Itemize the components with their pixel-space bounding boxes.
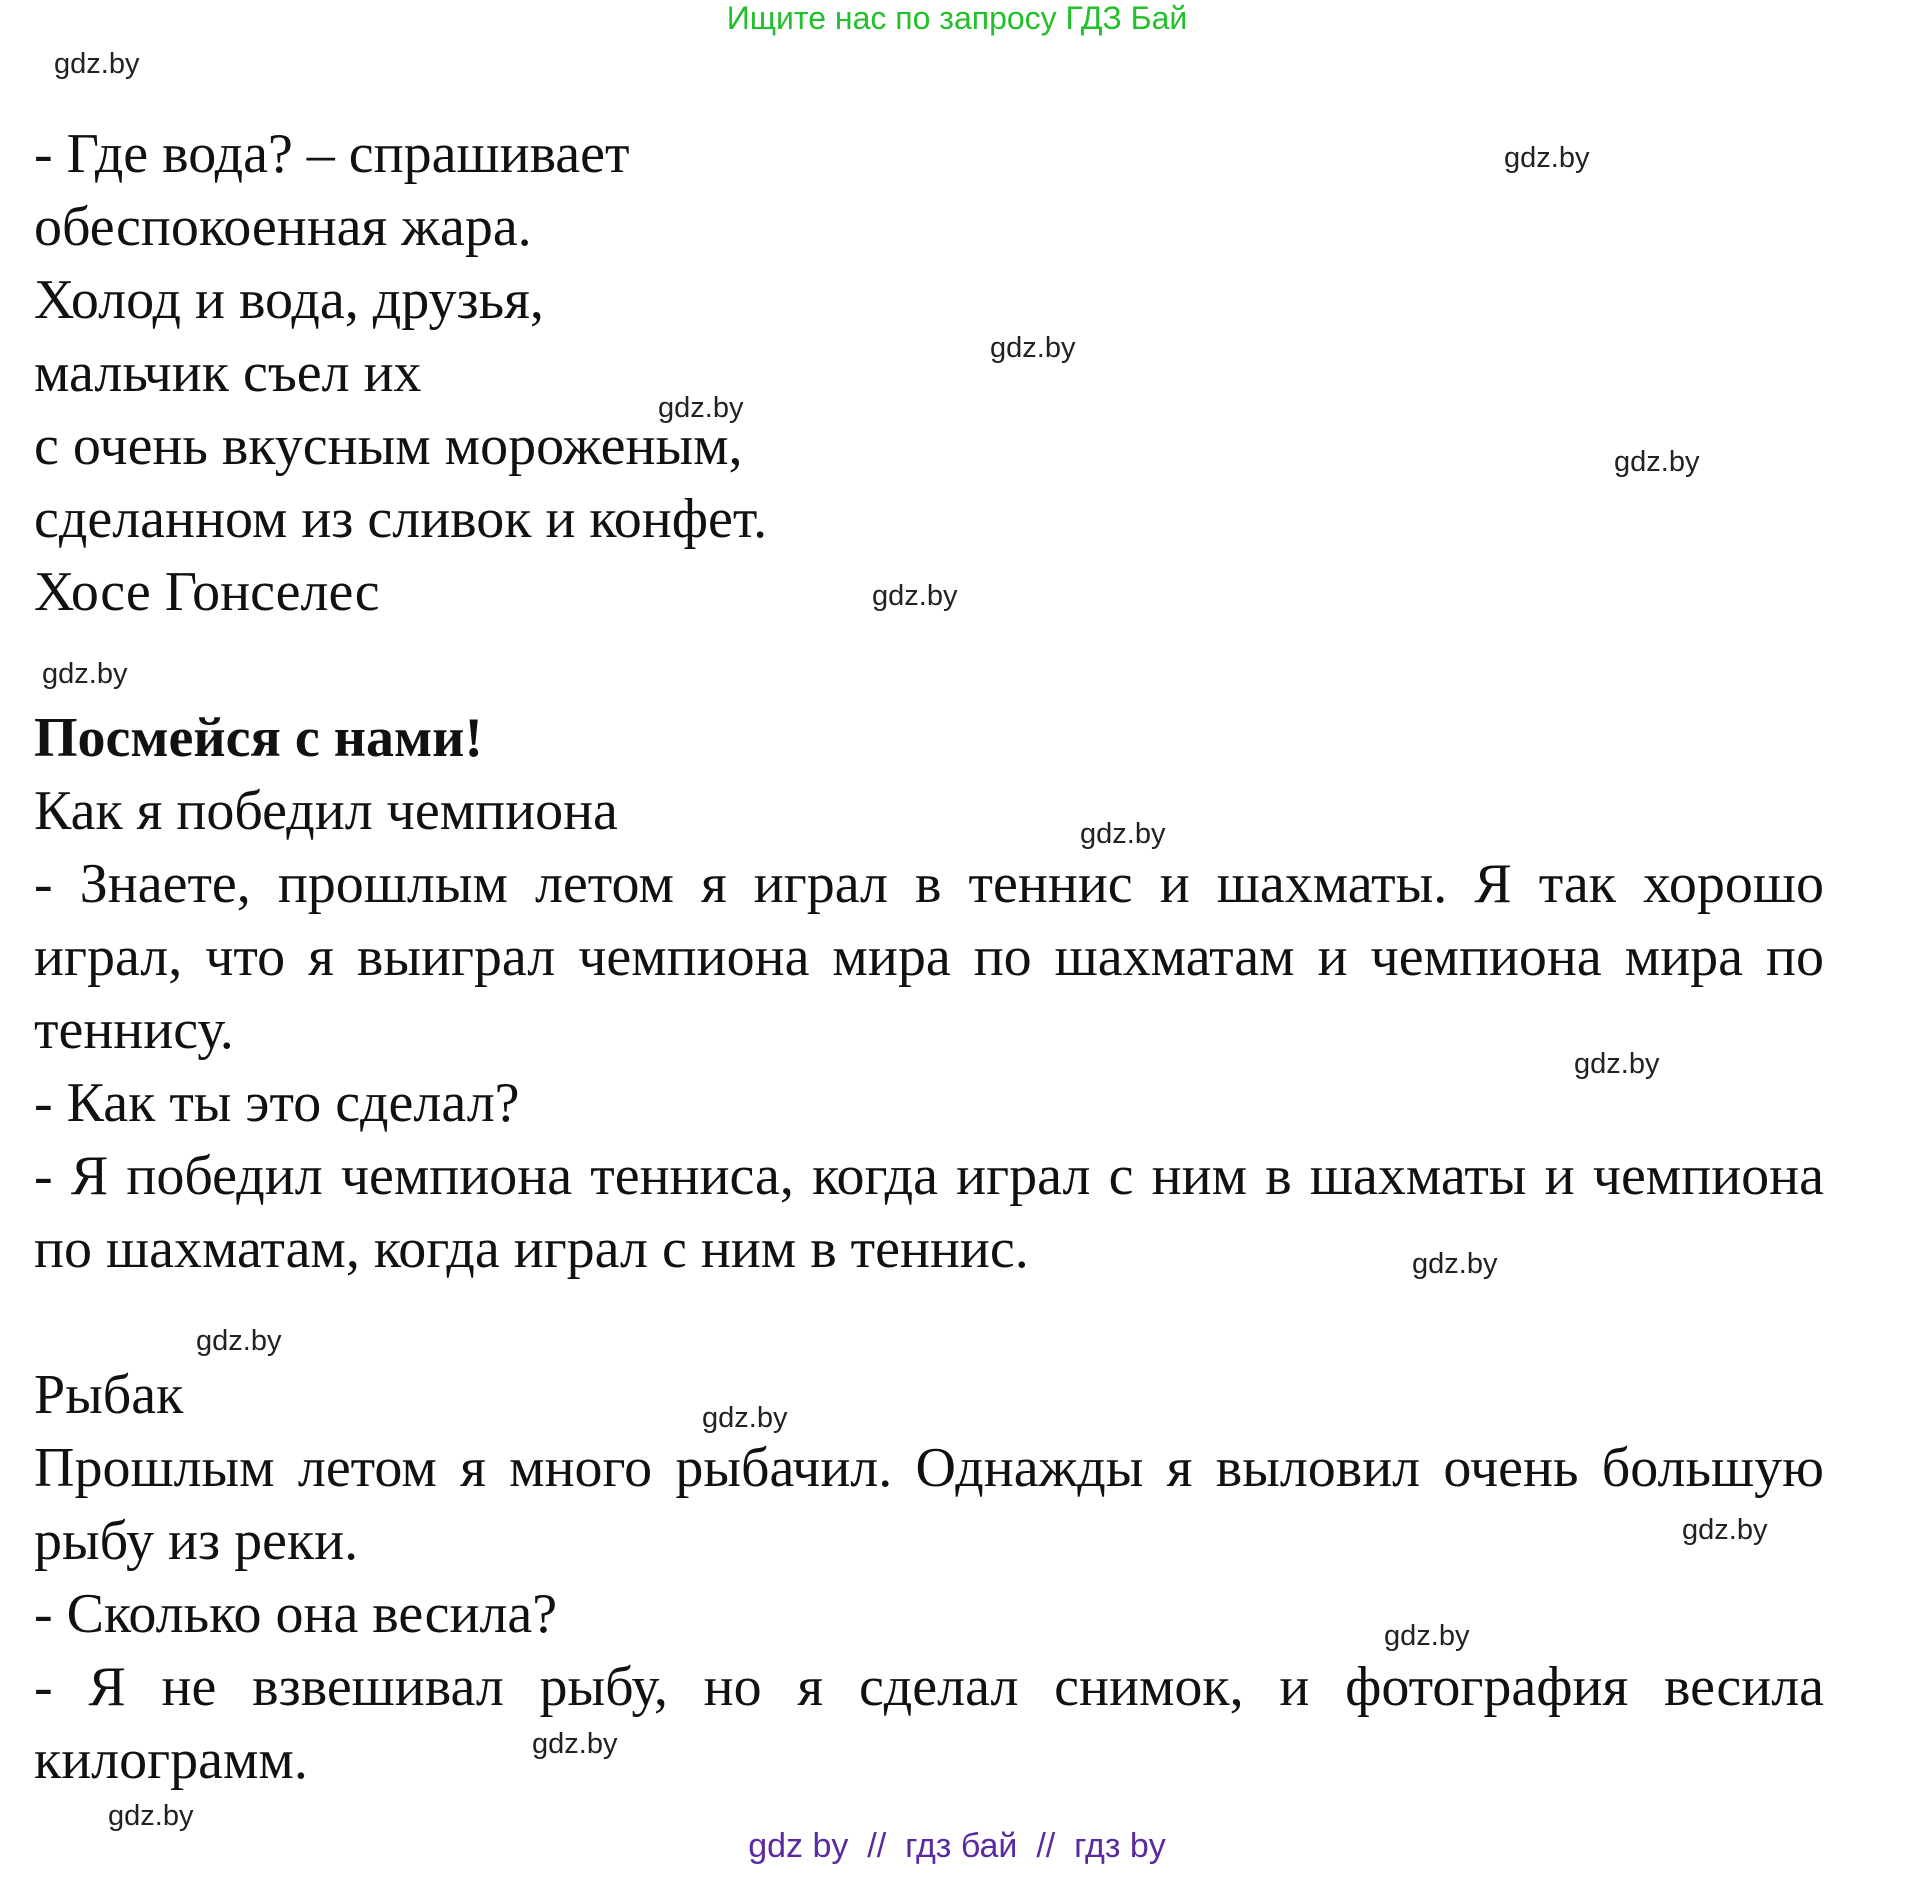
watermark: gdz.by (872, 580, 958, 612)
poem-line: Холод и вода, друзья, (34, 269, 544, 331)
watermark: gdz.by (108, 1800, 194, 1832)
watermark: gdz.by (196, 1325, 282, 1357)
document-body (34, 118, 1824, 1797)
poem-author: Хосе Гонселес (34, 561, 380, 623)
story-paragraph: Прошлым летом я много рыбачил. Однажды я выловил очень большую рыбу из реки. (34, 1437, 1824, 1572)
story-title: Рыбак (34, 1364, 184, 1426)
watermark: gdz.by (1682, 1514, 1768, 1546)
poem-line: - Где вода? – спрашивает (34, 123, 630, 185)
footer-links: gdz by // гдз бай // гдз by (748, 1827, 1166, 1865)
story-paragraph: - Знаете, прошлым летом я играл в теннис и шахматы. Я так хорошо играл, что я выиграл чемпиона мира по шахматам и чемпиона мира по теннису. (34, 853, 1824, 1061)
watermark: gdz.by (54, 48, 140, 80)
section-heading: Посмейся с нами! (34, 707, 484, 769)
watermark: gdz.by (1504, 142, 1590, 174)
story-paragraph: - Я победил чемпиона тенниса, когда играл с ним в шахматы и чемпиона по шахматам, когда играл с ним в теннис. (34, 1145, 1824, 1280)
watermark: gdz.by (990, 332, 1076, 364)
story-paragraph: - Я не взвешивал рыбу, но я сделал снимок, и фотография весила килограмм. (34, 1656, 1824, 1791)
watermark: gdz.by (658, 392, 744, 424)
poem-line: с очень вкусным мороженым, (34, 415, 743, 477)
poem-line: сделанном из сливок и конфет. (34, 488, 768, 550)
watermark: gdz.by (1080, 818, 1166, 850)
top-banner: Ищите нас по запросу ГДЗ Бай (726, 0, 1188, 36)
watermark: gdz.by (1412, 1248, 1498, 1280)
watermark: gdz.by (532, 1728, 618, 1760)
story-paragraph: - Как ты это сделал? (34, 1072, 520, 1134)
watermark: gdz.by (1384, 1620, 1470, 1652)
poem-line: мальчик съел их (34, 342, 422, 404)
story-title: Как я победил чемпиона (34, 780, 618, 842)
story-paragraph: - Сколько она весила? (34, 1583, 558, 1645)
poem-line: обеспокоенная жара. (34, 196, 532, 258)
watermark: gdz.by (42, 658, 128, 690)
watermark: gdz.by (702, 1402, 788, 1434)
watermark: gdz.by (1574, 1048, 1660, 1080)
watermark: gdz.by (1614, 446, 1700, 478)
